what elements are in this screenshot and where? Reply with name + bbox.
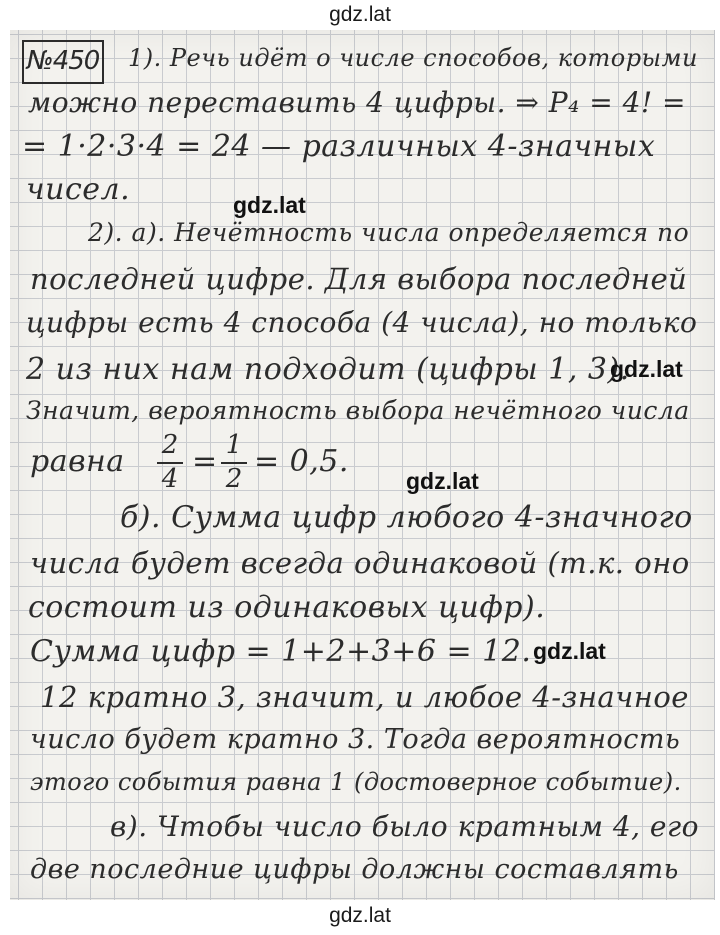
text-line-5: 2). а). Нечётность числа определяется по	[88, 218, 690, 247]
text-line-7: цифры есть 4 способа (4 числа), но только	[26, 306, 698, 339]
equals-sign: =	[192, 444, 218, 479]
text-line-4: чисел.	[26, 172, 131, 207]
watermark-inline: gdz.lat	[406, 468, 479, 494]
text-line-19: в). Чтобы число было кратным 4, его	[110, 810, 700, 843]
text-line-18: этого события равна 1 (достоверное событие).	[30, 768, 682, 796]
text-line-3: = 1·2·3·4 = 24 — различных 4-значных	[22, 129, 656, 164]
fraction-numerator-2: 1	[225, 430, 243, 460]
text-line-14: состоит из одинаковых цифр).	[28, 590, 546, 625]
text-line-20: две последние цифры должны составлять	[30, 854, 679, 885]
text-line-12: б). Сумма цифр любого 4-значного	[120, 500, 693, 535]
fraction-denominator-1: 4	[161, 464, 179, 494]
fraction-numerator-1: 2	[161, 430, 179, 460]
text-line-10: равна	[30, 444, 125, 479]
text-line-11: = 0,5.	[254, 444, 349, 479]
fraction-denominator-2: 2	[225, 464, 243, 494]
text-line-2: можно переставить 4 цифры. ⇒ P₄ = 4! =	[28, 86, 686, 119]
text-line-13: числа будет всегда одинаковой (т.к. оно	[30, 546, 690, 580]
text-line-9: Значит, вероятность выбора нечётного числа	[26, 396, 690, 425]
watermark-inline: gdz.lat	[533, 638, 606, 664]
watermark-inline: gdz.lat	[610, 356, 683, 382]
text-line-8: 2 из них нам подходит (цифры 1, 3).	[26, 352, 630, 387]
watermark-inline: gdz.lat	[233, 192, 306, 218]
watermark-bottom: gdz.lat	[329, 904, 391, 927]
text-line-17: число будет кратно 3. Тогда вероятность	[30, 724, 681, 755]
text-line-1: 1). Речь идёт о числе способов, которыми	[128, 44, 698, 72]
text-line-6: последней цифре. Для выбора последней	[30, 262, 688, 296]
text-line-15: Сумма цифр = 1+2+3+6 = 12.	[30, 634, 532, 669]
watermark-top: gdz.lat	[329, 3, 391, 26]
text-line-16: 12 кратно 3, значит, и любое 4-значное	[40, 680, 689, 714]
task-number-box: №450	[22, 40, 104, 84]
